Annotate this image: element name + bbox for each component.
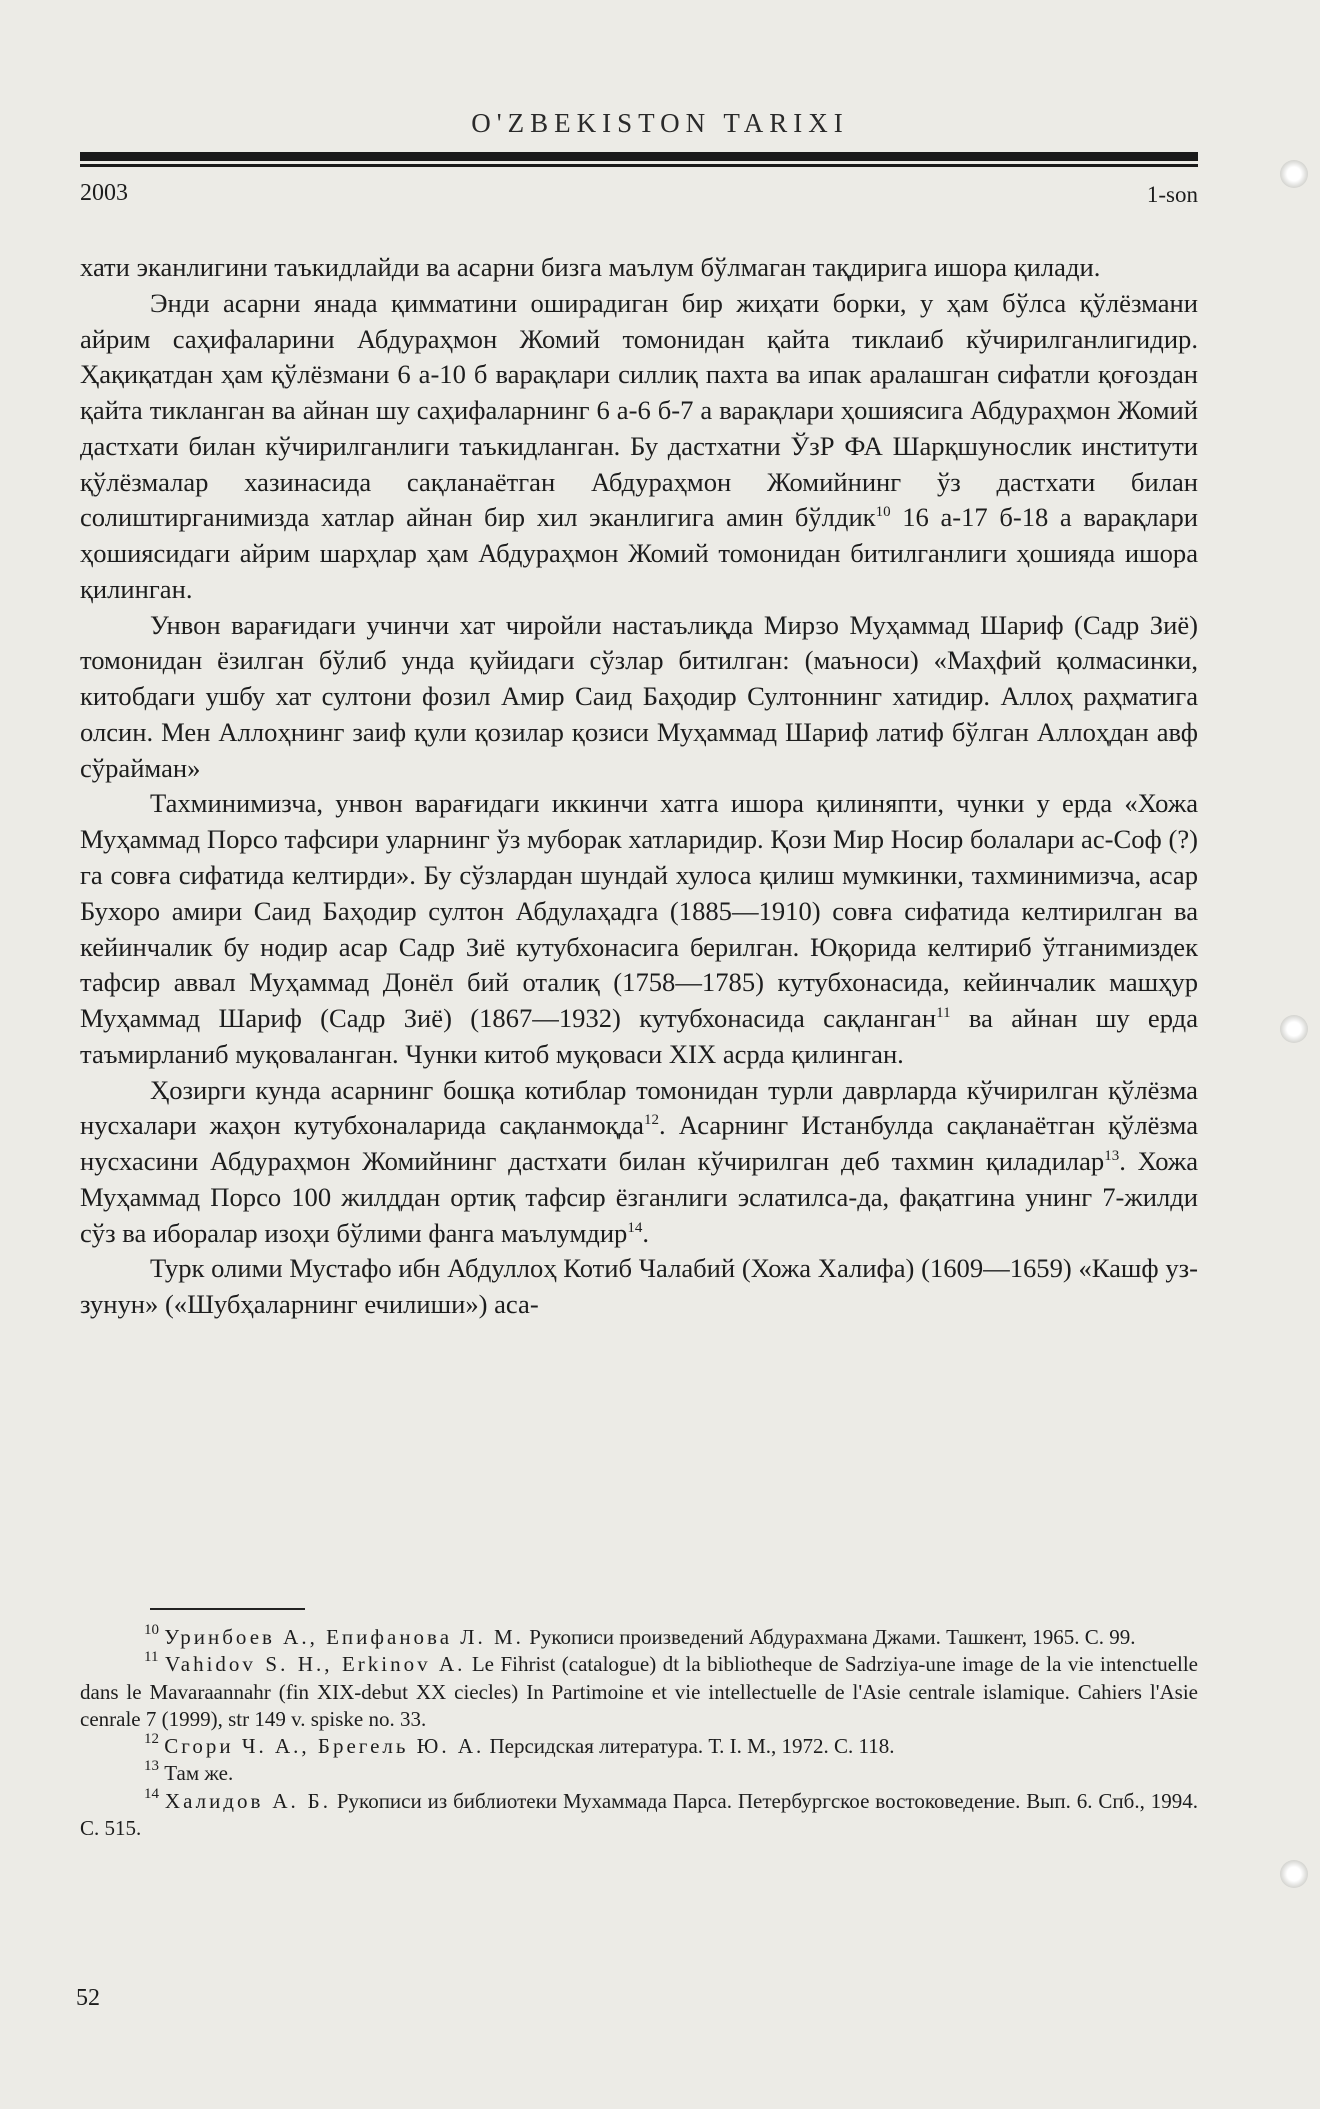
footnote: $^{12}$ Сгори Ч. А., Брегель Ю. А. Персидская литература. Т. I. М., 1972. С. 118.: [144, 1731, 895, 1759]
issue-year: 2003: [80, 180, 128, 206]
issue-number: 1-son: [1146, 182, 1198, 207]
footnotes: [80, 1624, 1198, 1842]
footnote-divider: [150, 1608, 305, 1610]
punch-hole-icon: [1280, 1860, 1308, 1888]
page-number: 52: [76, 1985, 100, 2011]
paragraph: Унвон варағидаги учинчи хат чиройли настаълиқда Мирзо Муҳаммад Шариф (Садр Зиё) томонидан ёзилган бўлиб унда қуйидаги сўзлар битилган: (маъноси) «Маҳфий қолмасинки, китобдаги ушбу хат султони фозил Амир Саид Баҳодир Султоннинг хатидир. Аллоҳ раҳматига олсин. Мен Аллоҳнинг заиф қули қозилар қозиси Муҳаммад Шариф латиф бўлган Аллоҳдан авф сўрайман»: [80, 609, 1198, 783]
paragraph: Ҳозирги кунда асарнинг бошқа котиблар томонидан турли даврларда кўчирилган қўлёзма нусхалари жаҳон кутубхоналарида сақланмоқда$^{12}$. Асарнинг Истанбулда сақланаётган қўлёзма нусхасини Абдураҳмон Жомийнинг дастхати билан кўчирилган деб тахмин қиладилар$^{13}$. Хожа Муҳаммад Порсо 100 жилддан ортиқ тафсир ёзганлиги эслатилса-да, фақатгина унинг 7-жилди сўз ва иборалар изоҳи бўлими фанга маълумдир$^{14}$.: [80, 1074, 1199, 1248]
footnote-ref: 14: [627, 1219, 643, 1236]
header-rule-thin: [80, 164, 1198, 167]
punch-hole-icon: [1280, 1015, 1308, 1043]
footnote-ref: 10: [875, 504, 891, 521]
footnote: $^{14}$ Халидов А. Б. Рукописи из библиотеки Мухаммада Парса. Петербургское востоковедение. Вып. 6. Спб., 1994. С. 515.: [80, 1785, 1199, 1841]
journal-title: O'ZBEKISTON TARIXI: [471, 108, 849, 138]
paragraph: Энди асарни янада қимматини оширадиган бир жиҳати борки, у ҳам бўлса қўлёзмани айрим саҳифаларини Абдураҳмон Жомий томонидан қайта тиклаиб кўчирилганлигидир. Ҳақиқатдан ҳам қўлёзмани 6 а-10 б варақлари силлиқ пахта ва ипак аралашган сифатли қоғоздан қайта тикланган ва айнан шу саҳифаларнинг 6 а-6 б-7 а варақлари ҳошиясига Абдураҳмон Жомий дастхати билан кўчирилганлиги таъкидланган. Бу дастхатни ЎзР ФА Шарқшунослик институти қўлёзмалар хазинасида сақланаётган Абдураҳмон Жомийнинг ўз дастхати билан солиштирганимизда хатлар айнан бир хил эканлигига амин бўлдик$^{10}$ 16 а-17 б-18 а варақлари ҳошиясидаги айрим шарҳлар ҳам Абдураҳмон Жомий томонидан битилганлиги ҳошияда ишора қилинган.: [80, 287, 1198, 604]
footnote-ref: 13: [1104, 1148, 1120, 1165]
footnote: $^{13}$ Там же.: [144, 1758, 234, 1786]
paragraph: Тахминимизча, унвон варағидаги иккинчи хатга ишора қилиняпти, чунки у ерда «Хожа Муҳаммад Порсо тафсири уларнинг ўз муборак хатларидир. Қози Мир Носир болалари ас-Соф (?) га совға сифатида келтирди». Бу сўзлардан шундай хулоса қилиш мумкинки, тахминимизча, асар Бухоро амири Саид Баҳодир султон Абдулаҳадга (1885—1910) совға сифатида келтирилган ва кейинчалик бу нодир асар Садр Зиё кутубхонасига берилган. Юқорида келтириб ўтганимиздек тафсир аввал Муҳаммад Донёл бий оталиқ (1758—1785) кутубхонасида, кейинчалик машҳур Муҳаммад Шариф (Садр Зиё) (1867—1932) кутубхонасида сақланган$^{11}$ ва айнан шу ерда таъмирланиб муқоваланган. Чунки китоб муқоваси XIX асрда қилинган.: [80, 788, 1198, 1069]
paragraph: Турк олими Мустафо ибн Абдуллоҳ Котиб Чалабий (Хожа Халифа) (1609—1659) «Кашф уз-зунун» («Шубҳаларнинг ечилиши») аса-: [80, 1253, 1198, 1320]
footnote-ref: 12: [643, 1112, 659, 1129]
footnote: $^{11}$ Vahidov S. H., Erkinov A. Le Fihrist (catalogue) dt la bibliotheque de Sadrziya-une image de la vie intenctuelle dans le Mavaraannahr (fin XIX-debut XX ciecles) In Partimoine et vie intellectuelle de l'Asie centrale islamique. Cahiers l'Asie cenrale 7 (1999), str 149 v. spiske no. 33.: [80, 1649, 1199, 1731]
header-rule: [80, 152, 1198, 161]
punch-hole-icon: [1280, 160, 1308, 188]
footnote-ref: 11: [936, 1005, 951, 1022]
paragraph: хати эканлигини таъкидлайди ва асарни бизга маълум бўлмаган тақдирига ишора қилади.: [80, 252, 1101, 282]
article-body: [80, 250, 1198, 1323]
footnote: $^{10}$ Уринбоев А., Епифанова Л. М. Рукописи произведений Абдурахмана Джами. Ташкент, 1965. С. 99.: [144, 1622, 1136, 1649]
